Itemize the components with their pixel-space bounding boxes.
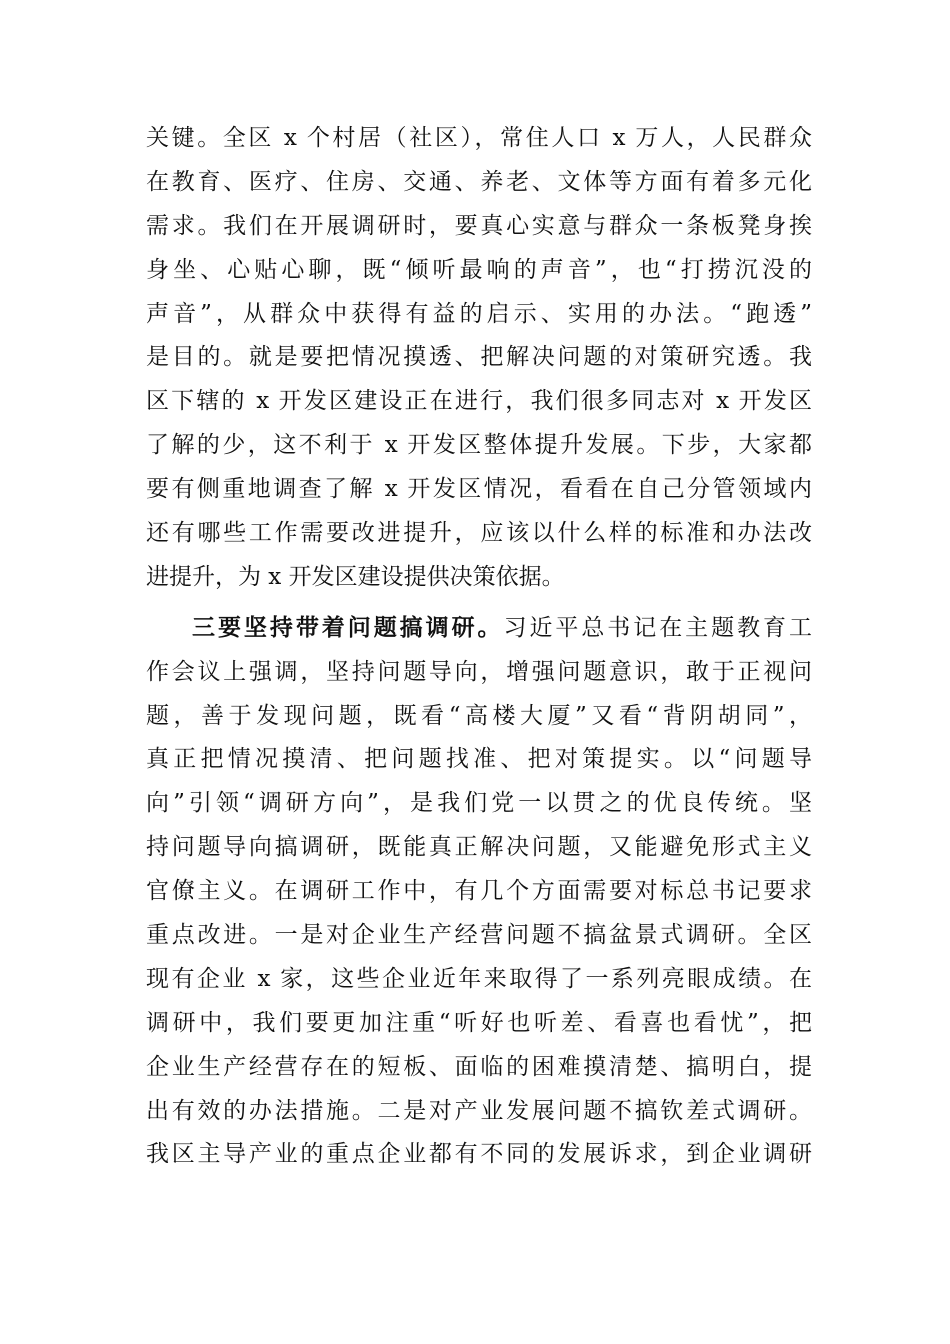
text-line: 调研中，我们要更加注重“听好也听差、看喜也看忧”，把 (146, 1009, 812, 1036)
text-line: 出有效的办法措施。二是对产业发展问题不搞钦差式调研。 (146, 1097, 812, 1124)
paragraph-first-line (146, 607, 812, 651)
text-line: 我区主导产业的重点企业都有不同的发展诉求，到企业调研 (146, 1141, 812, 1168)
text-line: 向”引领“调研方向”，是我们党一以贯之的优良传统。坚 (146, 790, 812, 817)
text-line: 官僚主义。在调研工作中，有几个方面需要对标总书记要求 (146, 878, 812, 905)
text-line: 现有企业 x 家，这些企业近年来取得了一系列亮眼成绩。在 (146, 965, 812, 992)
text-line: 是目的。就是要把情况摸透、把解决问题的对策研究透。我 (146, 344, 812, 371)
text-line: 区下辖的 x 开发区建设正在进行，我们很多同志对 x 开发区 (146, 388, 812, 415)
text-line: 重点改进。一是对企业生产经营问题不搞盆景式调研。全区 (146, 922, 812, 949)
text-line: 关键。全区 x 个村居（社区），常住人口 x 万人，人民群众 (146, 125, 812, 151)
text-line: 声音”，从群众中获得有益的启示、实用的办法。“跑透” (146, 300, 812, 327)
text-line: 企业生产经营存在的短板、面临的困难摸清楚、搞明白，提 (146, 1053, 812, 1080)
text-line: 在教育、医疗、住房、交通、养老、文体等方面有着多元化 (146, 168, 812, 195)
text-line: 作会议上强调，坚持问题导向，增强问题意识，敢于正视问 (146, 658, 812, 685)
text-line: 进提升，为 x 开发区建设提供决策依据。 (146, 563, 565, 590)
text-line: 了解的少，这不利于 x 开发区整体提升发展。下步，大家都 (146, 432, 812, 459)
document-body (146, 117, 812, 1177)
section-heading: 三要坚持带着问题搞调研。 (192, 614, 504, 641)
text-line: 身坐、心贴心聊，既“倾听最响的声音”，也“打捞沉没的 (146, 256, 812, 283)
text-line: 题，善于发现问题，既看“高楼大厦”又看“背阴胡同”， (146, 702, 812, 729)
text-line: 要有侧重地调查了解 x 开发区情况，看看在自己分管领域内 (146, 476, 812, 503)
paragraph-2 (146, 607, 812, 1178)
text-line: 还有哪些工作需要改进提升，应该以什么样的标准和办法改 (146, 520, 812, 547)
text-run: 习近平总书记在主题教育工 (503, 614, 813, 641)
text-line: 持问题导向搞调研，既能真正解决问题，又能避免形式主义 (146, 834, 812, 861)
text-line: 需求。我们在开展调研时，要真心实意与群众一条板凳身挨 (146, 212, 812, 239)
paragraph-1 (146, 117, 812, 600)
text-line: 真正把情况摸清、把问题找准、把对策提实。以“问题导 (146, 746, 812, 773)
